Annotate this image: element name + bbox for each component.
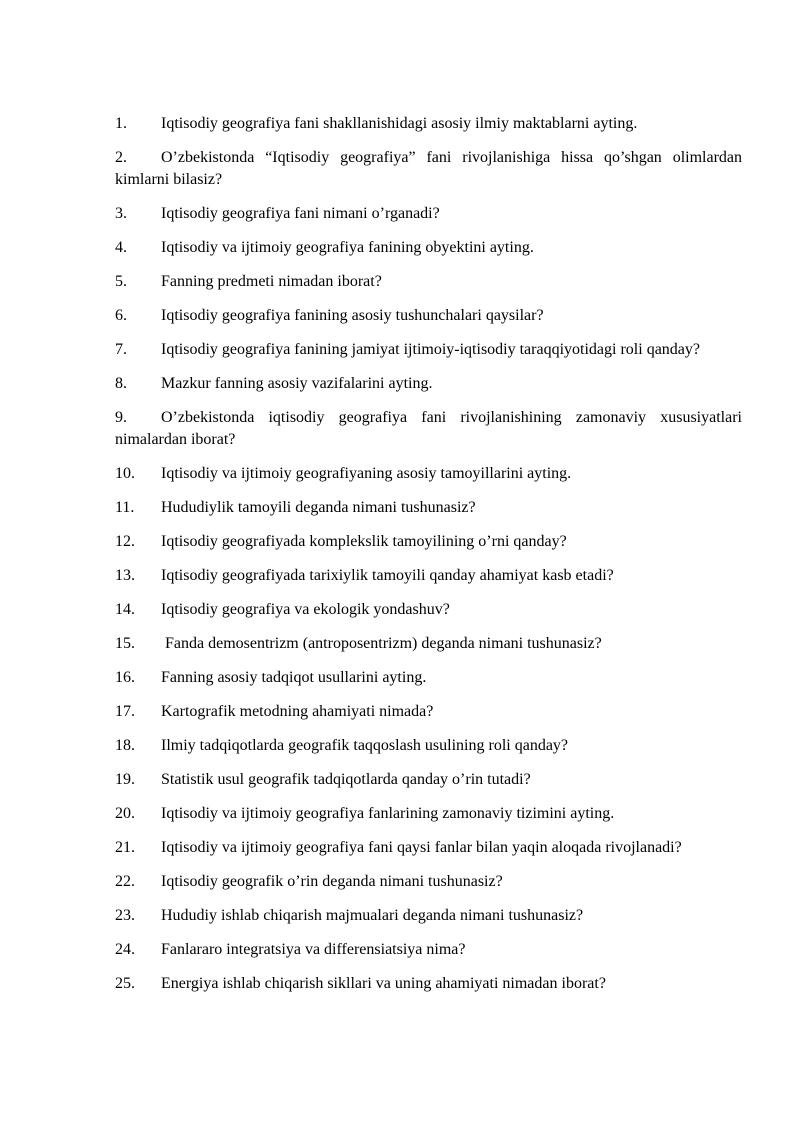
question-item <box>115 803 742 825</box>
question-text: Fanning asosiy tadqiqot usullarini ayting. <box>161 669 427 686</box>
question-item <box>115 373 742 395</box>
question-item <box>115 305 742 327</box>
question-number: 8. <box>115 375 127 392</box>
question-text: Fanda demosentrizm (antroposentrizm) deganda nimani tushunasiz? <box>161 635 602 652</box>
question-text: Iqtisodiy va ijtimoiy geografiya fanlarining zamonaviy tizimini ayting. <box>161 805 615 822</box>
question-number: 19. <box>115 771 135 788</box>
question-number: 7. <box>115 341 127 358</box>
question-number: 12. <box>115 533 135 550</box>
question-number: 17. <box>115 703 135 720</box>
question-list <box>115 113 742 1007</box>
question-item <box>115 837 742 859</box>
question-text: Iqtisodiy va ijtimoiy geografiyaning asosiy tamoyillarini ayting. <box>161 465 572 482</box>
question-item <box>115 939 742 961</box>
question-item <box>115 667 742 689</box>
question-number: 1. <box>115 115 127 132</box>
question-text: O’zbekistonda “Iqtisodiy geografiya” fani rivojlanishiga hissa qo’shgan olimlardan kimlarni bilasiz? <box>115 149 742 188</box>
question-text: Mazkur fanning asosiy vazifalarini ayting. <box>161 375 433 392</box>
question-text: Iqtisodiy geografiyada komplekslik tamoyilining o’rni qanday? <box>161 533 567 550</box>
question-item <box>115 147 742 191</box>
question-item <box>115 599 742 621</box>
question-number: 2. <box>115 149 127 166</box>
question-text: Fanning predmeti nimadan iborat? <box>161 273 382 290</box>
question-item <box>115 463 742 485</box>
question-text: O’zbekistonda iqtisodiy geografiya fani rivojlanishining zamonaviy xususiyatlari nimalardan iborat? <box>115 409 742 448</box>
question-text: Iqtisodiy geografiya fani nimani o’rganadi? <box>161 205 440 222</box>
question-text: Energiya ishlab chiqarish sikllari va uning ahamiyati nimadan iborat? <box>161 975 606 992</box>
question-number: 24. <box>115 941 135 958</box>
question-number: 9. <box>115 409 127 426</box>
question-number: 5. <box>115 273 127 290</box>
question-number: 14. <box>115 601 135 618</box>
question-number: 13. <box>115 567 135 584</box>
question-item <box>115 633 742 655</box>
question-item <box>115 203 742 225</box>
question-text: Kartografik metodning ahamiyati nimada? <box>161 703 434 720</box>
question-item <box>115 565 742 587</box>
question-number: 16. <box>115 669 135 686</box>
question-item <box>115 701 742 723</box>
question-text: Iqtisodiy geografiya va ekologik yondashuv? <box>161 601 450 618</box>
question-number: 4. <box>115 239 127 256</box>
question-text: Iqtisodiy va ijtimoiy geografiya fanining obyektini ayting. <box>161 239 534 256</box>
question-number: 21. <box>115 839 135 856</box>
question-number: 22. <box>115 873 135 890</box>
question-text: Hududiylik tamoyili deganda nimani tushunasiz? <box>161 499 476 516</box>
question-text: Iqtisodiy geografiyada tarixiylik tamoyili qanday ahamiyat kasb etadi? <box>161 567 614 584</box>
question-number: 25. <box>115 975 135 992</box>
question-item <box>115 769 742 791</box>
question-item <box>115 905 742 927</box>
question-number: 6. <box>115 307 127 324</box>
question-text: Iqtisodiy geografiya fanining asosiy tushunchalari qaysilar? <box>161 307 544 324</box>
question-item <box>115 871 742 893</box>
question-number: 20. <box>115 805 135 822</box>
question-item <box>115 407 742 451</box>
question-text: Iqtisodiy va ijtimoiy geografiya fani qaysi fanlar bilan yaqin aloqada rivojlanadi? <box>161 839 682 856</box>
question-item <box>115 339 742 361</box>
question-item <box>115 271 742 293</box>
question-number: 23. <box>115 907 135 924</box>
question-item <box>115 113 742 135</box>
question-item <box>115 973 742 995</box>
question-text: Ilmiy tadqiqotlarda geografik taqqoslash usulining roli qanday? <box>161 737 569 754</box>
question-text: Statistik usul geografik tadqiqotlarda qanday o’rin tutadi? <box>161 771 531 788</box>
question-number: 10. <box>115 465 135 482</box>
question-item <box>115 531 742 553</box>
question-item <box>115 497 742 519</box>
question-number: 15. <box>115 635 135 652</box>
question-text: Hududiy ishlab chiqarish majmualari deganda nimani tushunasiz? <box>161 907 584 924</box>
question-number: 11. <box>115 499 135 516</box>
question-number: 18. <box>115 737 135 754</box>
question-text: Iqtisodiy geografik o’rin deganda nimani tushunasiz? <box>161 873 503 890</box>
question-item <box>115 735 742 757</box>
question-number: 3. <box>115 205 127 222</box>
question-text: Iqtisodiy geografiya fanining jamiyat ijtimoiy-iqtisodiy taraqqiyotidagi roli qanday? <box>161 341 700 358</box>
question-text: Iqtisodiy geografiya fani shakllanishidagi asosiy ilmiy maktablarni ayting. <box>161 115 638 132</box>
question-item <box>115 237 742 259</box>
question-text: Fanlararo integratsiya va differensiatsiya nima? <box>161 941 466 958</box>
